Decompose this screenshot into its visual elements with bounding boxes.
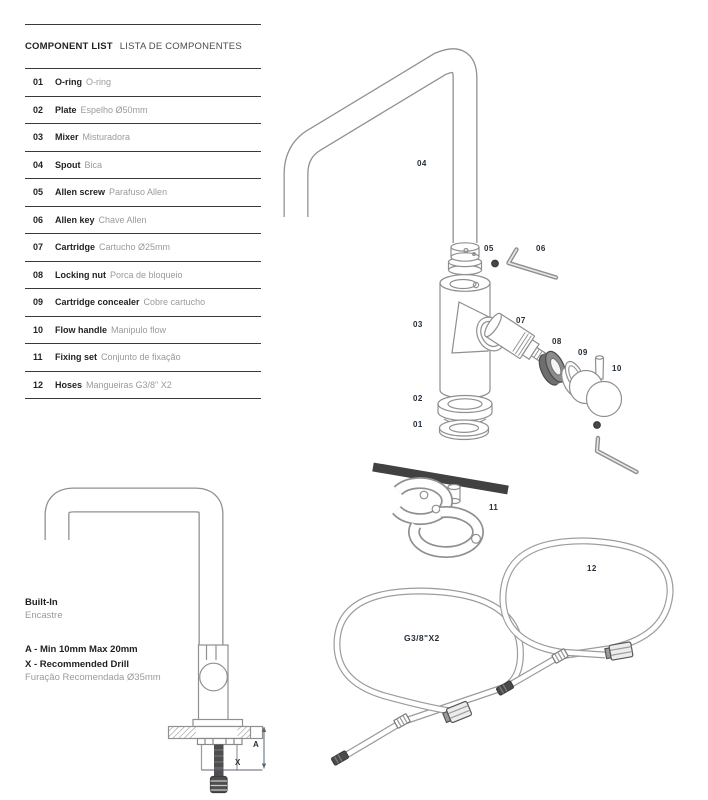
row-name-pt: Cobre cartucho <box>143 297 206 308</box>
builtin-faucet <box>57 500 243 727</box>
table-row <box>25 344 261 372</box>
callout-flow-handle: 10 <box>612 364 622 373</box>
row-num: 02 <box>33 104 44 115</box>
row-name-pt: O-ring <box>86 77 112 88</box>
builtin-title-pt: Encastre <box>25 610 63 621</box>
spout <box>296 61 465 243</box>
table-row <box>25 179 261 207</box>
exploded-view <box>296 61 670 766</box>
row-name-en: Fixing set <box>55 352 98 363</box>
row-name-pt: Porca de bloqueio <box>110 269 183 280</box>
component-list <box>25 24 261 399</box>
row-name-pt: Espelho Ø50mm <box>80 104 148 115</box>
hose-left <box>331 591 520 765</box>
row-num: 12 <box>33 379 44 390</box>
callout-locking-nut: 08 <box>552 337 562 346</box>
callout-allen-screw: 05 <box>484 244 494 253</box>
row-name-en: Locking nut <box>55 269 106 280</box>
row-name-pt: Mangueiras G3/8" X2 <box>86 379 172 390</box>
table-row <box>25 317 261 345</box>
dim-x-title: X - Recommended Drill <box>25 659 129 670</box>
countertop <box>169 727 263 739</box>
table-row <box>25 372 261 400</box>
callout-mixer: 03 <box>413 320 423 329</box>
table-row <box>25 124 261 152</box>
dim-a-note: A - Min 10mm Max 20mm <box>25 644 138 655</box>
row-name-en: Cartridge concealer <box>55 297 140 308</box>
row-name-pt: Bica <box>84 159 103 170</box>
dim-a-letter: A <box>253 740 260 749</box>
row-num: 09 <box>33 297 44 308</box>
hose-size-label: G3/8"X2 <box>404 633 440 643</box>
handle-screw <box>594 422 601 429</box>
row-num: 11 <box>33 352 43 363</box>
callout-fixing-set: 11 <box>489 503 499 512</box>
row-name-pt: Manipulo flow <box>111 324 167 335</box>
table-row <box>25 69 261 97</box>
row-name-en: Flow handle <box>55 324 108 335</box>
row-name-pt: Chave Allen <box>98 214 147 225</box>
row-name-en: O-ring <box>55 77 82 88</box>
row-num: 01 <box>33 77 44 88</box>
row-name-en: Allen screw <box>55 187 106 198</box>
table-row <box>25 97 261 125</box>
dim-x-note <box>25 658 161 684</box>
row-num: 07 <box>33 242 44 253</box>
handle-allen-key <box>597 438 637 472</box>
allen-screw <box>492 260 499 267</box>
row-name-pt: Conjunto de fixação <box>101 352 181 363</box>
callout-concealer: 09 <box>578 348 588 357</box>
table-row <box>25 234 261 262</box>
o-ring <box>440 420 489 440</box>
callout-cartridge: 07 <box>516 316 526 325</box>
fixing-set <box>373 467 508 552</box>
row-name-en: Plate <box>55 104 77 115</box>
callout-plate: 02 <box>413 394 423 403</box>
table-row <box>25 152 261 180</box>
row-num: 03 <box>33 132 44 143</box>
allen-key <box>509 250 557 278</box>
callout-hoses: 12 <box>587 564 597 573</box>
row-name-pt: Misturadora <box>82 132 131 143</box>
table-row <box>25 262 261 290</box>
list-title-en: COMPONENT LIST <box>25 41 113 52</box>
row-name-pt: Cartucho Ø25mm <box>99 242 171 253</box>
dim-x-pt: Furação Recomendada Ø35mm <box>25 672 161 683</box>
row-num: 06 <box>33 214 44 225</box>
list-title-pt: LISTA DE COMPONENTES <box>119 41 242 52</box>
component-list-header <box>25 24 261 69</box>
row-num: 05 <box>33 187 44 198</box>
row-name-en: Allen key <box>55 214 95 225</box>
row-num: 10 <box>33 324 44 335</box>
table-row <box>25 289 261 317</box>
callout-allen-key: 06 <box>536 244 546 253</box>
builtin-note <box>25 596 63 622</box>
row-num: 04 <box>33 159 44 170</box>
row-num: 08 <box>33 269 44 280</box>
callout-spout: 04 <box>417 159 427 168</box>
row-name-en: Hoses <box>55 379 83 390</box>
spout-connector <box>449 243 482 275</box>
row-name-pt: Parafuso Allen <box>109 187 168 198</box>
table-row <box>25 207 261 235</box>
builtin-title: Built-In <box>25 597 58 608</box>
row-name-en: Spout <box>55 159 81 170</box>
dim-x-letter: X <box>235 758 241 767</box>
row-name-en: Mixer <box>55 132 79 143</box>
callout-o-ring: 01 <box>413 420 423 429</box>
hose-right <box>496 541 670 696</box>
row-name-en: Cartridge <box>55 242 96 253</box>
